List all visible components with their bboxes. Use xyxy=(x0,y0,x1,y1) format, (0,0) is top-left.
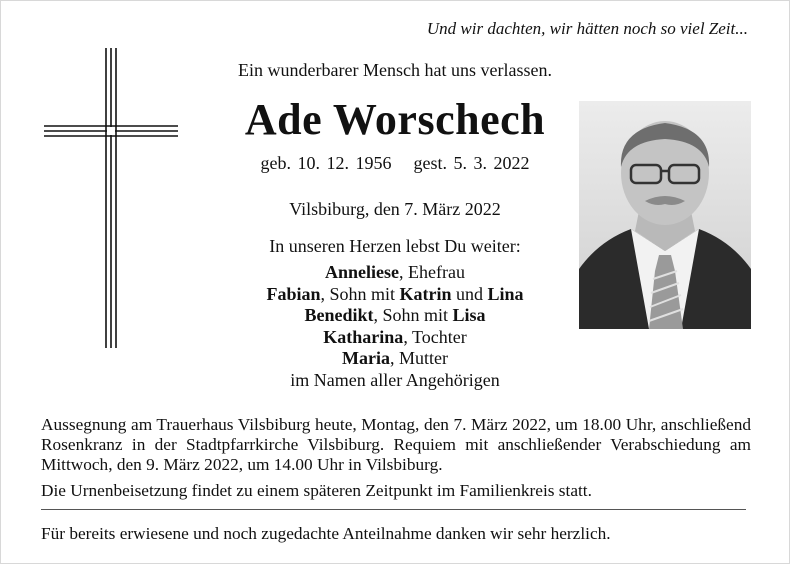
portrait-photo xyxy=(579,101,751,329)
heart-line: In unseren Herzen lebst Du weiter: xyxy=(269,236,521,256)
death-date: gest. 5. 3. 2022 xyxy=(413,153,530,173)
life-dates xyxy=(200,153,590,174)
service-schedule: Aussegnung am Trauerhaus Vilsbiburg heute, Montag, den 7. März 2022, um 18.00 Uhr, anschließend Rosenkranz in der Stadtpfarrkirche Vilsbiburg. Requiem mit anschließender Verabschiedung am Mittwoch, den 9. März 2022, um 14.00 Uhr in Vilsbiburg. xyxy=(41,415,751,474)
mourner-maria: Maria, Mutter xyxy=(342,348,448,368)
motto: Und wir dachten, wir hätten noch so viel Zeit... xyxy=(426,19,748,38)
cross-icon xyxy=(44,48,178,348)
birth-date: geb. 10. 12. 1956 xyxy=(260,153,392,173)
divider xyxy=(41,509,746,510)
mourner-katharina: Katharina, Tochter xyxy=(323,326,467,347)
thanks-line: Für bereits erwiesene und noch zugedachte Anteilnahme danken wir sehr herzlich. xyxy=(41,524,611,543)
urn-burial-note: Die Urnenbeisetzung findet zu einem späteren Zeitpunkt im Familienkreis statt. xyxy=(41,481,592,500)
intro-line: Ein wunderbarer Mensch hat uns verlassen. xyxy=(238,60,552,80)
service-info xyxy=(41,415,751,501)
place-date: Vilsbiburg, den 7. März 2022 xyxy=(289,199,501,219)
mourner-benedikt: Benedikt, Sohn mit Lisa xyxy=(304,305,486,325)
deceased-name: Ade Worschech xyxy=(244,95,546,144)
mourner-anneliese: Anneliese, Ehefrau xyxy=(325,262,465,282)
mourners-closing: im Namen aller Angehörigen xyxy=(290,369,500,390)
mourners-list xyxy=(200,262,590,391)
mourner-fabian: Fabian, Sohn mit Katrin und Lina xyxy=(266,283,524,304)
